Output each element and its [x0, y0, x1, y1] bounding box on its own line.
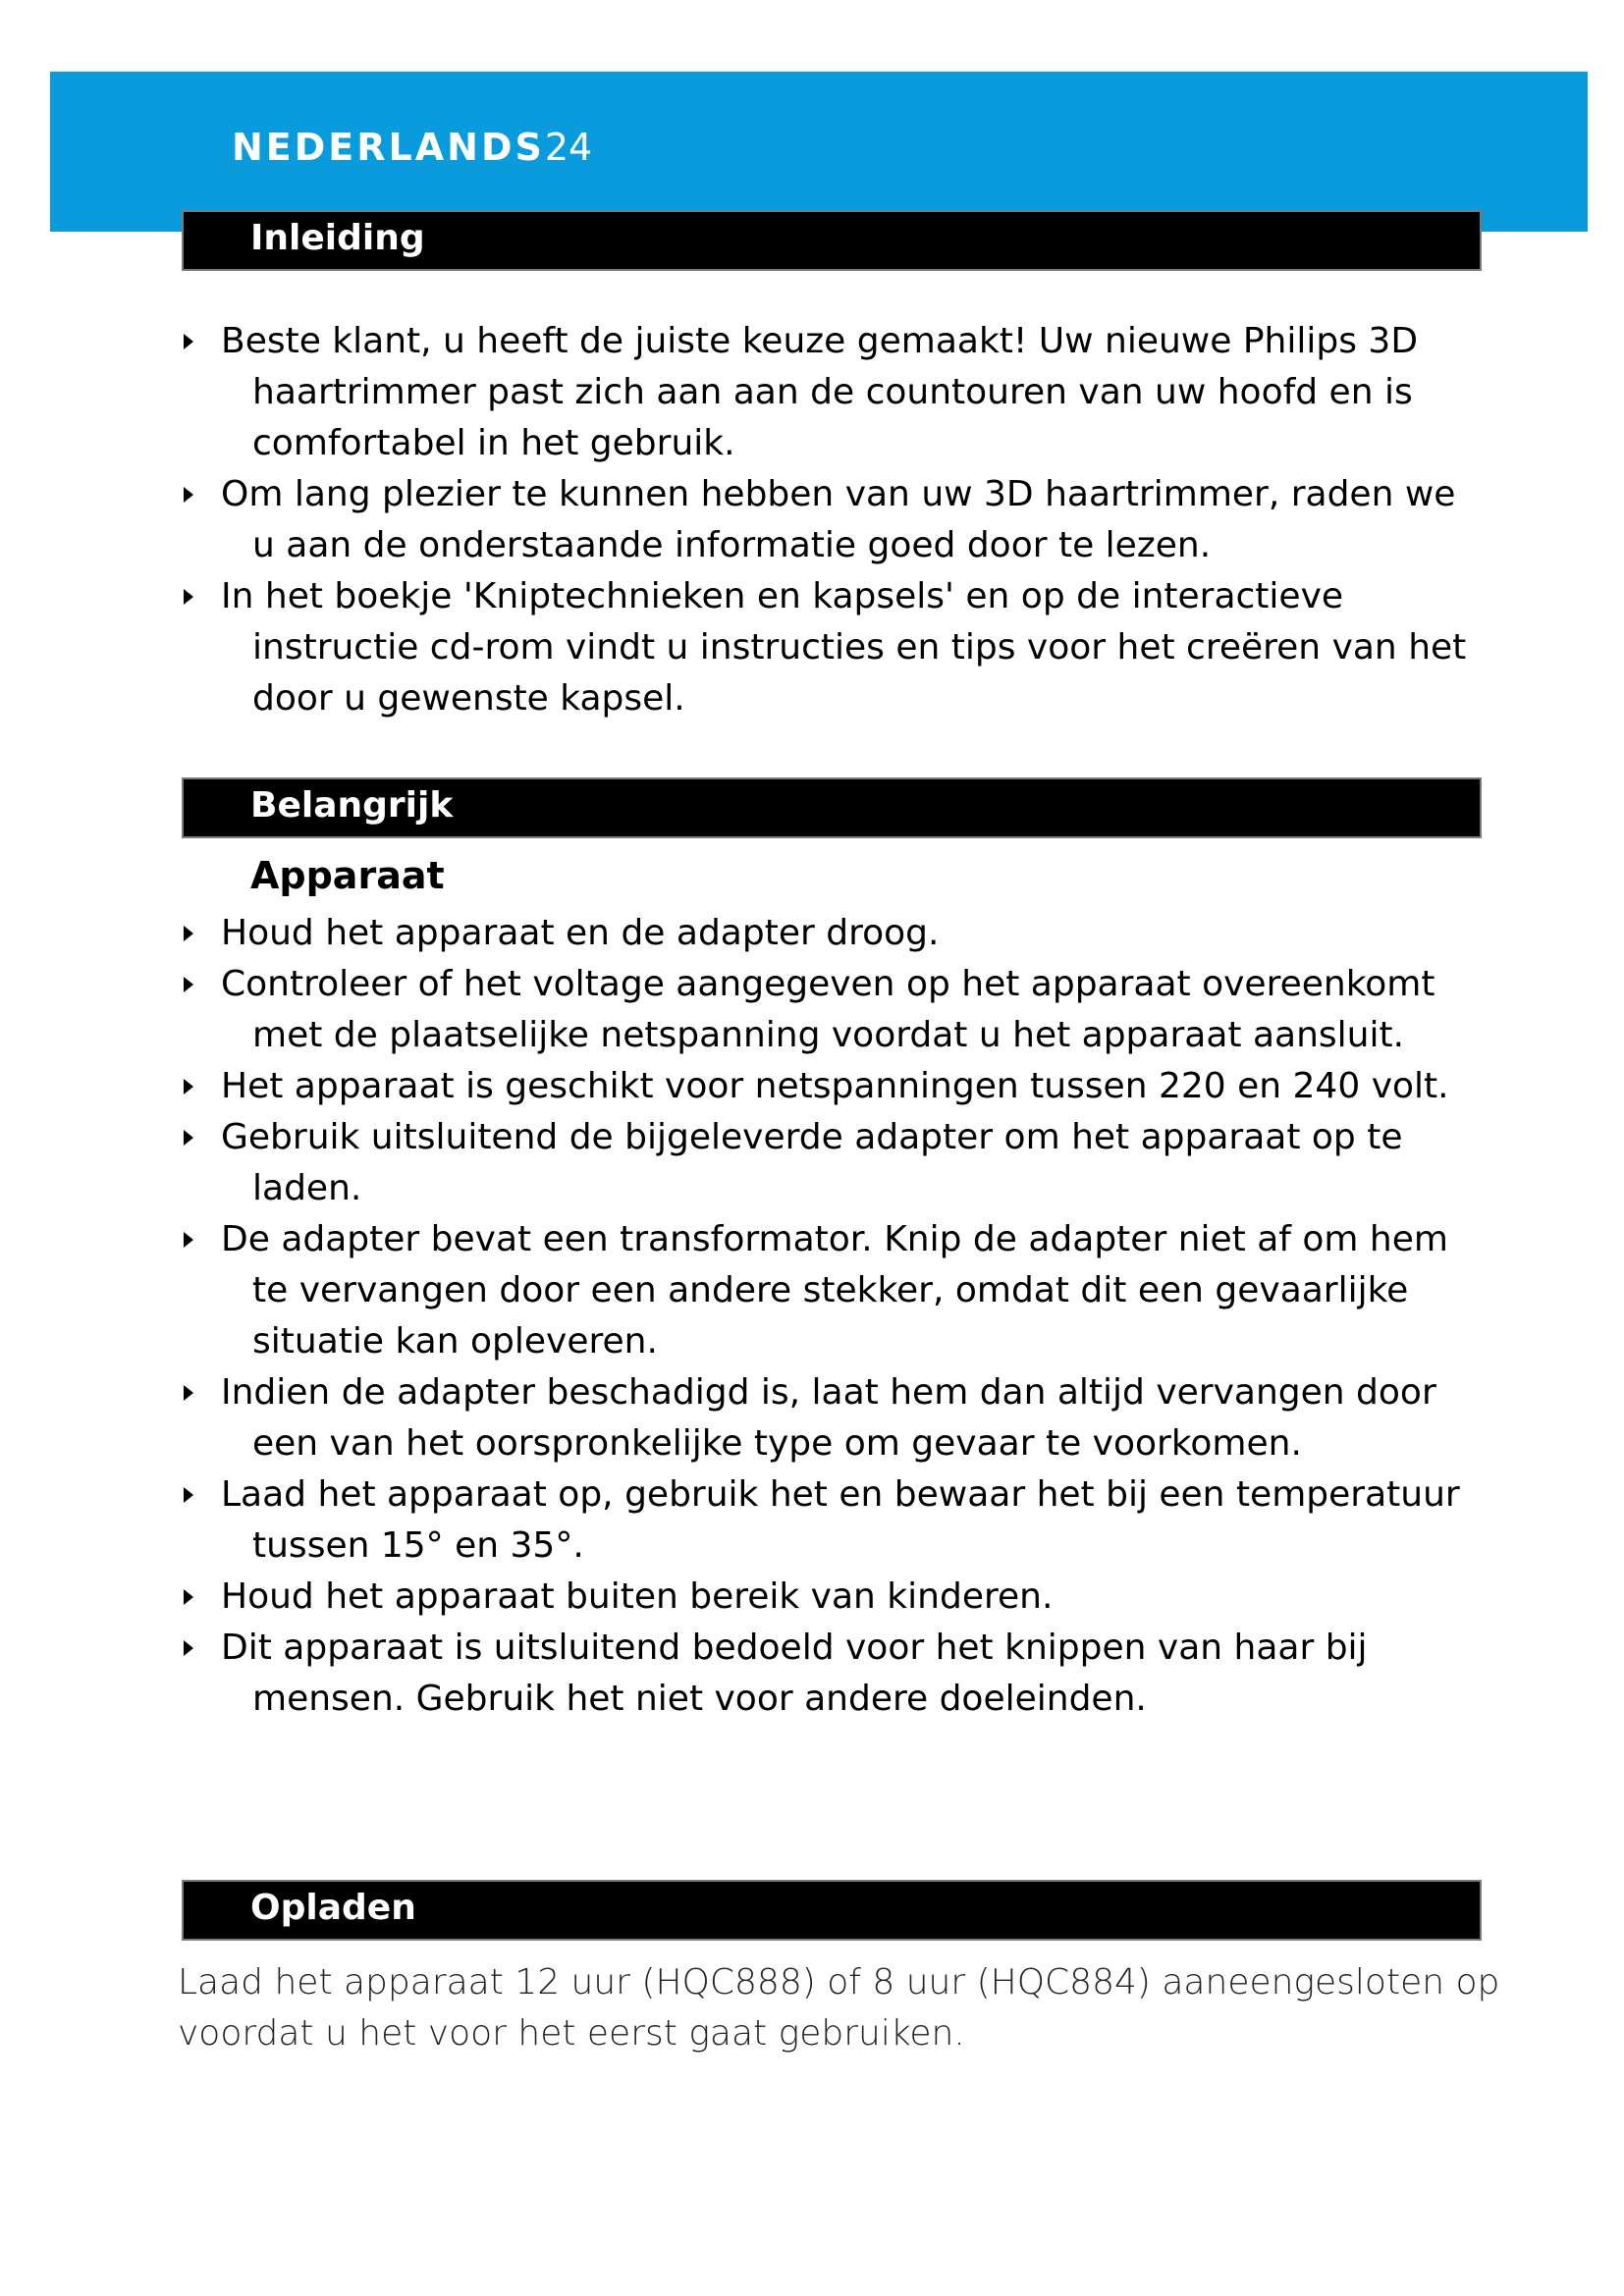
list-item: De adapter bevat een transformator. Knip de adapter niet af om hem te vervangen door een andere stekker, omdat dit een gevaarlijke situatie kan opleveren. — [182, 1214, 1488, 1367]
bullet-arrow-icon — [184, 977, 193, 992]
list-item: Indien de adapter beschadigd is, laat hem dan altijd vervangen door een van het oorspronkelijke type om gevaar te voorkomen. — [182, 1367, 1488, 1469]
bullet-arrow-icon — [184, 487, 193, 503]
list-item: Het apparaat is geschikt voor netspanningen tussen 220 en 240 volt. — [182, 1061, 1488, 1112]
bullet-arrow-icon — [184, 1130, 193, 1146]
section-heading-belangrijk — [182, 777, 1482, 838]
list-item: Houd het apparaat en de adapter droog. — [182, 908, 1488, 959]
charging-paragraph: Laad het apparaat 12 uur (HQC888) of 8 uur (HQC884) aaneengesloten op voordat u het voor het eerst gaat gebruiken. — [178, 1962, 1500, 2054]
list-item: Gebruik uitsluitend de bijgeleverde adapter om het apparaat op te laden. — [182, 1112, 1488, 1214]
bullet-arrow-icon — [184, 589, 193, 605]
bullet-arrow-icon — [184, 926, 193, 941]
list-item: Laad het apparaat op, gebruik het en bewaar het bij een temperatuur tussen 15° en 35°. — [182, 1469, 1488, 1572]
list-item: Dit apparaat is uitsluitend bedoeld voor het knippen van haar bij mensen. Gebruik het niet voor andere doeleinden. — [182, 1623, 1488, 1725]
bullet-arrow-icon — [184, 1640, 193, 1656]
important-bullet-list — [182, 908, 1488, 1725]
bullet-arrow-icon — [184, 1589, 193, 1605]
section-title: Inleiding — [250, 218, 425, 258]
section-heading-opladen — [182, 1880, 1482, 1941]
bullet-arrow-icon — [184, 334, 193, 349]
page-number: 24 — [544, 126, 593, 169]
bullet-arrow-icon — [184, 1079, 193, 1095]
bullet-arrow-icon — [184, 1487, 193, 1503]
list-item: Houd het apparaat buiten bereik van kinderen. — [182, 1572, 1488, 1623]
list-item: In het boekje 'Kniptechnieken en kapsels' en op de interactieve instructie cd-rom vindt u instructies en tips voor het creëren van het door u gewenste kapsel. — [182, 571, 1488, 724]
bullet-arrow-icon — [184, 1232, 193, 1248]
section-heading-inleiding — [182, 210, 1482, 271]
intro-bullet-list — [182, 316, 1488, 724]
list-item: Beste klant, u heeft de juiste keuze gemaakt! Uw nieuwe Philips 3D haartrimmer past zich aan aan de countouren van uw hoofd en is comfortabel in het gebruik. — [182, 316, 1488, 469]
list-item: Controleer of het voltage aangegeven op het apparaat overeenkomt met de plaatselijke netspanning voordat u het apparaat aansluit. — [182, 959, 1488, 1061]
list-item: Om lang plezier te kunnen hebben van uw 3D haartrimmer, raden we u aan de onderstaande informatie goed door te lezen. — [182, 469, 1488, 571]
bullet-arrow-icon — [184, 1385, 193, 1401]
language-label: NEDERLANDS — [232, 126, 545, 169]
section-title: Belangrijk — [250, 785, 454, 826]
subheading-apparaat: Apparaat — [250, 854, 445, 897]
section-title: Opladen — [250, 1888, 416, 1928]
page-header — [232, 126, 592, 169]
